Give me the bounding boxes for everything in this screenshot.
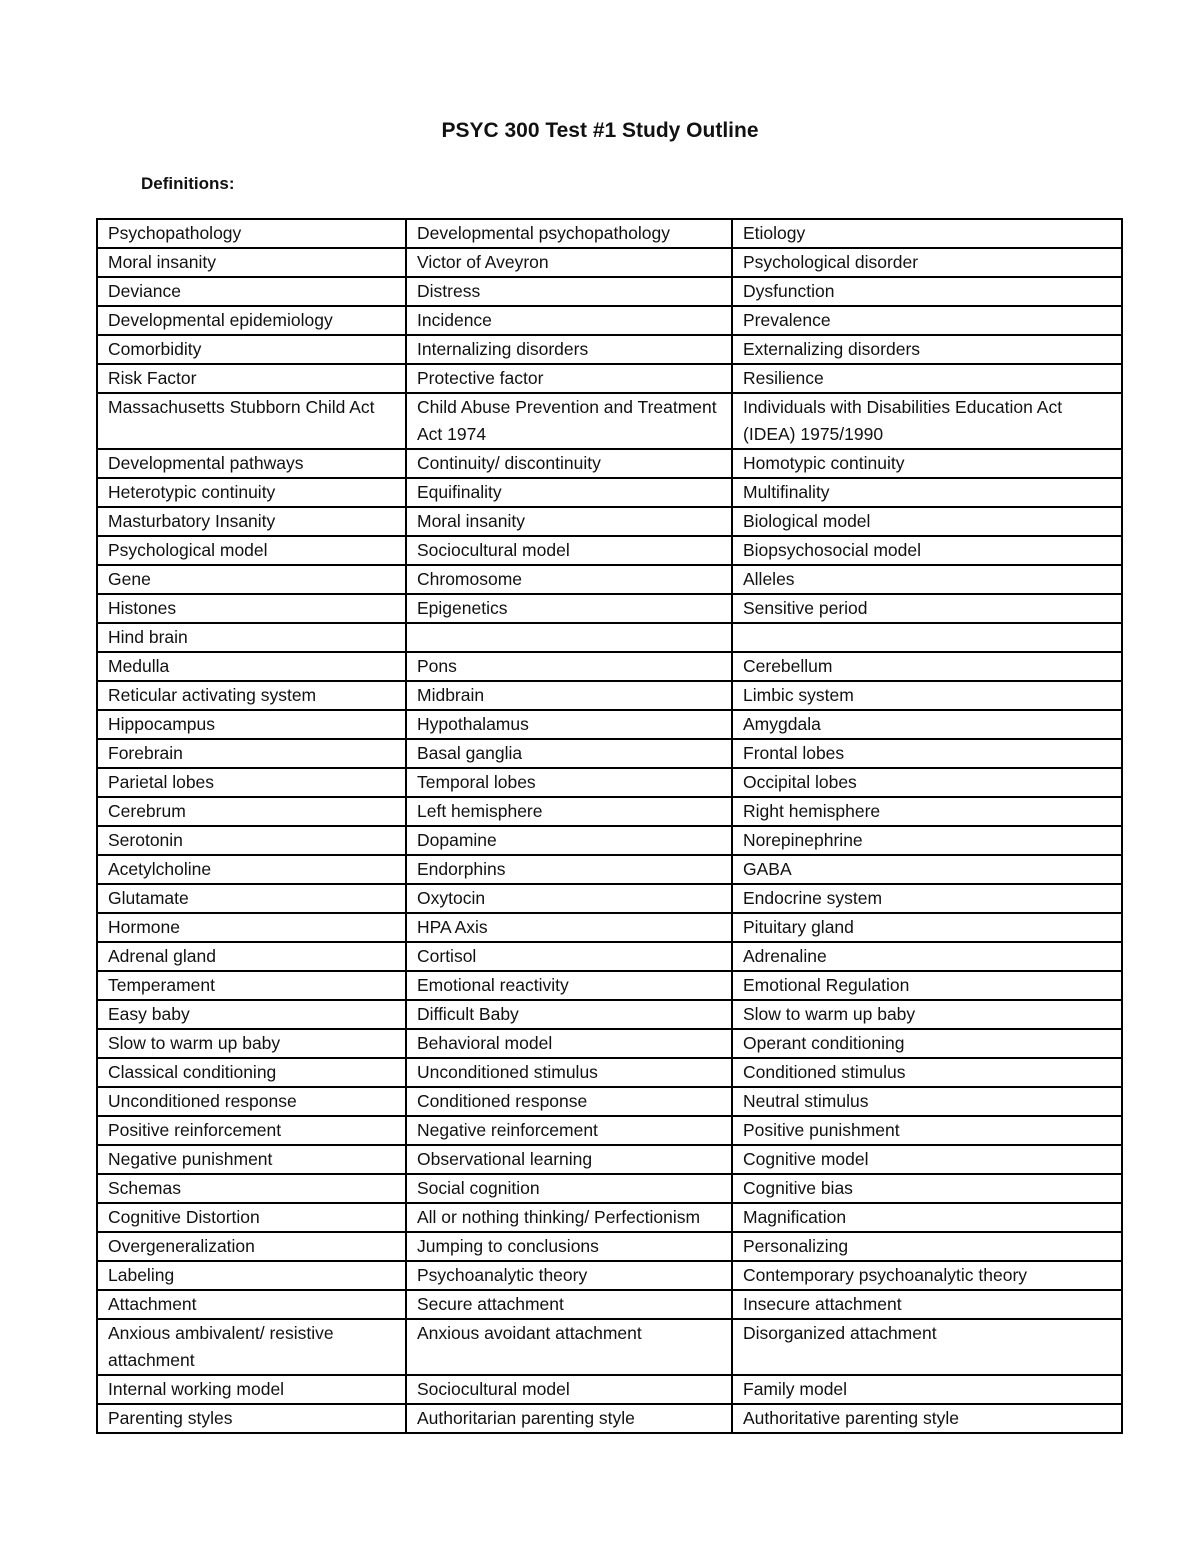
table-cell: Difficult Baby <box>406 1000 732 1029</box>
table-cell: Cerebrum <box>97 797 406 826</box>
table-cell: Limbic system <box>732 681 1122 710</box>
table-row <box>97 507 1122 536</box>
table-cell: Sensitive period <box>732 594 1122 623</box>
table-row <box>97 681 1122 710</box>
table-cell: GABA <box>732 855 1122 884</box>
table-cell: Emotional reactivity <box>406 971 732 1000</box>
table-cell: Child Abuse Prevention and Treatment Act 1974 <box>406 393 732 449</box>
table-cell: Pituitary gland <box>732 913 1122 942</box>
table-cell: Personalizing <box>732 1232 1122 1261</box>
table-cell: Observational learning <box>406 1145 732 1174</box>
table-row <box>97 248 1122 277</box>
section-heading: Definitions: <box>141 174 235 193</box>
table-cell: Heterotypic continuity <box>97 478 406 507</box>
table-cell: Prevalence <box>732 306 1122 335</box>
table-cell: Behavioral model <box>406 1029 732 1058</box>
table-cell: Parietal lobes <box>97 768 406 797</box>
table-cell: Contemporary psychoanalytic theory <box>732 1261 1122 1290</box>
table-cell: Slow to warm up baby <box>97 1029 406 1058</box>
table-row <box>97 768 1122 797</box>
table-cell: Positive punishment <box>732 1116 1122 1145</box>
table-cell: Frontal lobes <box>732 739 1122 768</box>
table-cell: Internalizing disorders <box>406 335 732 364</box>
table-row <box>97 942 1122 971</box>
table-row <box>97 797 1122 826</box>
table-cell: Sociocultural model <box>406 536 732 565</box>
table-row <box>97 913 1122 942</box>
table-cell: Acetylcholine <box>97 855 406 884</box>
table-row <box>97 277 1122 306</box>
table-row <box>97 364 1122 393</box>
table-cell: Hippocampus <box>97 710 406 739</box>
table-row <box>97 1203 1122 1232</box>
table-cell <box>406 623 732 652</box>
table-cell: Jumping to conclusions <box>406 1232 732 1261</box>
table-cell: Neutral stimulus <box>732 1087 1122 1116</box>
table-cell: Pons <box>406 652 732 681</box>
table-cell: Moral insanity <box>406 507 732 536</box>
table-cell: Equifinality <box>406 478 732 507</box>
table-row <box>97 739 1122 768</box>
table-cell: Developmental epidemiology <box>97 306 406 335</box>
table-cell: Resilience <box>732 364 1122 393</box>
table-cell: Massachusetts Stubborn Child Act <box>97 393 406 449</box>
table-cell: Positive reinforcement <box>97 1116 406 1145</box>
table-cell: Histones <box>97 594 406 623</box>
table-cell: Anxious avoidant attachment <box>406 1319 732 1375</box>
table-cell: Distress <box>406 277 732 306</box>
table-cell: Cognitive Distortion <box>97 1203 406 1232</box>
table-cell: Unconditioned stimulus <box>406 1058 732 1087</box>
table-cell: Cognitive bias <box>732 1174 1122 1203</box>
table-cell: Gene <box>97 565 406 594</box>
table-cell: Midbrain <box>406 681 732 710</box>
table-cell: Disorganized attachment <box>732 1319 1122 1375</box>
table-cell: Developmental psychopathology <box>406 219 732 248</box>
table-row <box>97 393 1122 449</box>
table-cell: Slow to warm up baby <box>732 1000 1122 1029</box>
table-cell: HPA Axis <box>406 913 732 942</box>
table-row <box>97 710 1122 739</box>
table-cell: Emotional Regulation <box>732 971 1122 1000</box>
table-row <box>97 826 1122 855</box>
table-row <box>97 306 1122 335</box>
table-cell: Deviance <box>97 277 406 306</box>
table-row <box>97 1000 1122 1029</box>
table-row <box>97 1232 1122 1261</box>
table-cell: Forebrain <box>97 739 406 768</box>
table-cell: Parenting styles <box>97 1404 406 1433</box>
table-cell: Conditioned response <box>406 1087 732 1116</box>
table-cell <box>732 623 1122 652</box>
table-cell: Easy baby <box>97 1000 406 1029</box>
table-cell: Conditioned stimulus <box>732 1058 1122 1087</box>
table-cell: Psychopathology <box>97 219 406 248</box>
table-cell: Cognitive model <box>732 1145 1122 1174</box>
table-row <box>97 1058 1122 1087</box>
table-row <box>97 884 1122 913</box>
table-cell: Norepinephrine <box>732 826 1122 855</box>
table-cell: Hind brain <box>97 623 406 652</box>
table-row <box>97 1029 1122 1058</box>
table-cell: Incidence <box>406 306 732 335</box>
table-row <box>97 1087 1122 1116</box>
table-cell: Hormone <box>97 913 406 942</box>
table-cell: Classical conditioning <box>97 1058 406 1087</box>
table-cell: Dysfunction <box>732 277 1122 306</box>
table-cell: Basal ganglia <box>406 739 732 768</box>
table-cell: Amygdala <box>732 710 1122 739</box>
table-cell: Etiology <box>732 219 1122 248</box>
table-cell: Externalizing disorders <box>732 335 1122 364</box>
table-cell: Right hemisphere <box>732 797 1122 826</box>
definitions-table <box>96 218 1123 1434</box>
table-cell: Overgeneralization <box>97 1232 406 1261</box>
table-cell: All or nothing thinking/ Perfectionism <box>406 1203 732 1232</box>
table-row <box>97 1261 1122 1290</box>
table-row <box>97 1319 1122 1375</box>
table-cell: Hypothalamus <box>406 710 732 739</box>
page-title: PSYC 300 Test #1 Study Outline <box>441 119 759 142</box>
table-cell: Psychoanalytic theory <box>406 1261 732 1290</box>
table-cell: Temporal lobes <box>406 768 732 797</box>
table-cell: Internal working model <box>97 1375 406 1404</box>
table-cell: Developmental pathways <box>97 449 406 478</box>
table-cell: Serotonin <box>97 826 406 855</box>
table-cell: Adrenaline <box>732 942 1122 971</box>
table-cell: Endocrine system <box>732 884 1122 913</box>
table-row <box>97 1174 1122 1203</box>
table-cell: Temperament <box>97 971 406 1000</box>
table-cell: Labeling <box>97 1261 406 1290</box>
table-row <box>97 623 1122 652</box>
table-row <box>97 1404 1122 1433</box>
table-row <box>97 536 1122 565</box>
table-row <box>97 335 1122 364</box>
table-row <box>97 219 1122 248</box>
table-row <box>97 1116 1122 1145</box>
table-cell: Epigenetics <box>406 594 732 623</box>
table-cell: Endorphins <box>406 855 732 884</box>
table-cell: Biopsychosocial model <box>732 536 1122 565</box>
table-cell: Sociocultural model <box>406 1375 732 1404</box>
table-cell: Victor of Aveyron <box>406 248 732 277</box>
table-cell: Magnification <box>732 1203 1122 1232</box>
table-row <box>97 1290 1122 1319</box>
table-row <box>97 971 1122 1000</box>
table-cell: Masturbatory Insanity <box>97 507 406 536</box>
table-row <box>97 478 1122 507</box>
table-row <box>97 565 1122 594</box>
table-row <box>97 449 1122 478</box>
table-row <box>97 1375 1122 1404</box>
table-cell: Dopamine <box>406 826 732 855</box>
table-cell: Chromosome <box>406 565 732 594</box>
table-cell: Individuals with Disabilities Education Act (IDEA) 1975/1990 <box>732 393 1122 449</box>
table-cell: Anxious ambivalent/ resistive attachment <box>97 1319 406 1375</box>
table-cell: Operant conditioning <box>732 1029 1122 1058</box>
table-cell: Authoritarian parenting style <box>406 1404 732 1433</box>
table-cell: Adrenal gland <box>97 942 406 971</box>
table-row <box>97 652 1122 681</box>
table-cell: Reticular activating system <box>97 681 406 710</box>
table-cell: Comorbidity <box>97 335 406 364</box>
definitions-table-body <box>97 219 1122 1433</box>
table-cell: Continuity/ discontinuity <box>406 449 732 478</box>
table-cell: Protective factor <box>406 364 732 393</box>
table-cell: Attachment <box>97 1290 406 1319</box>
table-cell: Medulla <box>97 652 406 681</box>
table-cell: Negative punishment <box>97 1145 406 1174</box>
table-cell: Insecure attachment <box>732 1290 1122 1319</box>
table-cell: Cortisol <box>406 942 732 971</box>
table-cell: Risk Factor <box>97 364 406 393</box>
table-cell: Authoritative parenting style <box>732 1404 1122 1433</box>
table-cell: Family model <box>732 1375 1122 1404</box>
table-cell: Moral insanity <box>97 248 406 277</box>
table-row <box>97 855 1122 884</box>
table-cell: Glutamate <box>97 884 406 913</box>
table-cell: Biological model <box>732 507 1122 536</box>
table-cell: Schemas <box>97 1174 406 1203</box>
table-row <box>97 594 1122 623</box>
table-cell: Left hemisphere <box>406 797 732 826</box>
table-row <box>97 1145 1122 1174</box>
table-cell: Unconditioned response <box>97 1087 406 1116</box>
table-cell: Secure attachment <box>406 1290 732 1319</box>
table-cell: Cerebellum <box>732 652 1122 681</box>
table-cell: Psychological disorder <box>732 248 1122 277</box>
table-cell: Alleles <box>732 565 1122 594</box>
table-cell: Social cognition <box>406 1174 732 1203</box>
table-cell: Psychological model <box>97 536 406 565</box>
table-cell: Negative reinforcement <box>406 1116 732 1145</box>
table-cell: Occipital lobes <box>732 768 1122 797</box>
table-cell: Oxytocin <box>406 884 732 913</box>
table-cell: Multifinality <box>732 478 1122 507</box>
table-cell: Homotypic continuity <box>732 449 1122 478</box>
